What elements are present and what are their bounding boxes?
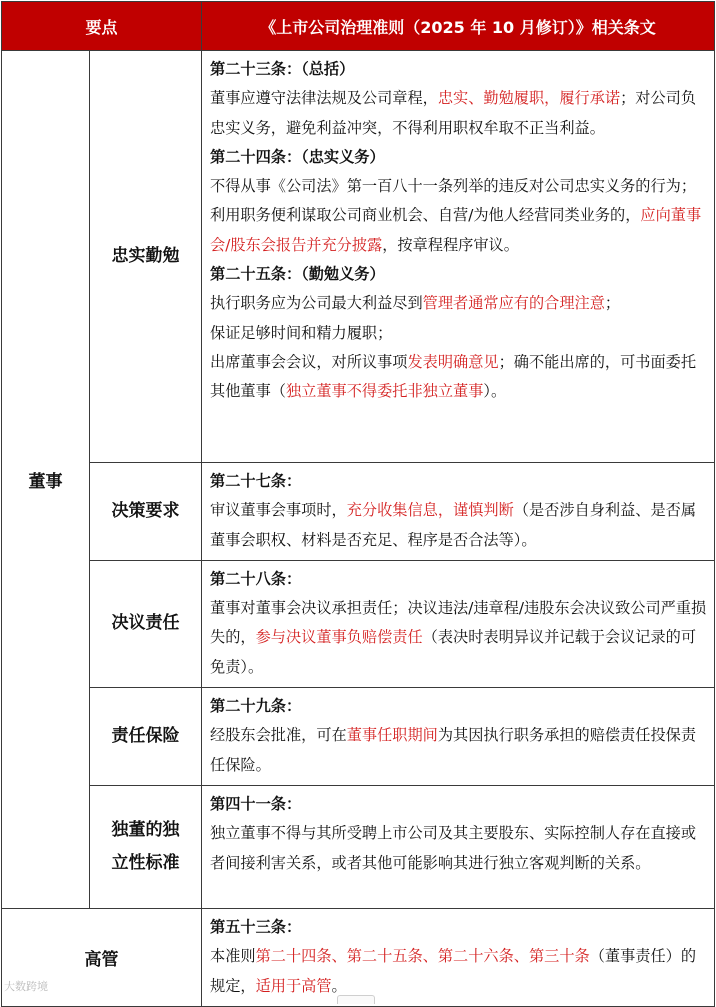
highlight-text: 适用于高管	[255, 976, 332, 995]
subcategory-label: 忠实勤勉	[90, 51, 202, 463]
text-segment: 为其因执行职务承担的赔偿责任投保责任保险。	[210, 726, 697, 774]
watermark-text: 大数跨境	[4, 980, 48, 993]
article-text	[210, 84, 708, 143]
article-text	[210, 201, 708, 260]
article-heading: 第二十三条：（总括）	[210, 60, 355, 78]
text-segment: ，按章程程序审议。	[382, 235, 519, 254]
article-text	[210, 289, 708, 318]
page-indicator[interactable]	[337, 995, 375, 1004]
article-cell	[202, 560, 715, 687]
text-segment: （表决时表明异议并记载于会议记录的可免责）。	[210, 628, 697, 676]
text-segment: 利用职务便利谋取公司商业机会、自营/为他人经营同类业务的，	[210, 206, 641, 225]
article-heading: 第二十七条：	[210, 472, 302, 490]
article-cell	[202, 908, 715, 1006]
category-executives: 高管	[2, 908, 202, 1006]
text-segment: ；确不能出席的，可书面委托其他董事（	[210, 352, 697, 401]
article-text	[210, 721, 708, 780]
article-cell	[202, 51, 715, 463]
subcategory-label	[90, 785, 202, 908]
highlight-text: 管理者通常应有的合理注意	[422, 294, 605, 313]
article-heading: 第四十一条：	[210, 794, 302, 813]
article-heading: 第二十八条：	[210, 569, 302, 588]
article-text	[210, 942, 708, 1001]
text-segment: 董事对董事会决议承担责任；决议违法/违章程/违股东会决议致公司严重损失的，	[210, 599, 707, 647]
header-key-points: 要点	[2, 2, 202, 51]
text-segment: ；对公司负忠实义务，避免利益冲突，不得利用职权牟取不正当利益。	[210, 89, 697, 137]
text-segment: 出席董事会会议，对所议事项	[210, 352, 408, 371]
text-segment: ）。	[483, 382, 507, 401]
governance-table	[1, 1, 715, 1007]
article-text	[210, 496, 708, 555]
text-segment: 独立董事不得与其所受聘上市公司及其主要股东、实际控制人存在直接或者间接利害关系，或者其他可能影响其进行独立客观判断的关系。	[210, 824, 697, 872]
highlight-text: 参与决议董事负赔偿责任	[255, 628, 423, 647]
text-segment: （董事责任）的规定，	[210, 947, 697, 995]
subcategory-label: 决议责任	[90, 560, 202, 687]
header-articles: 《上市公司治理准则（2025 年 10 月修订）》相关条文	[202, 2, 715, 51]
highlight-text: 应向董事会/股东会报告并充分披露	[210, 206, 702, 254]
highlight-text: 充分收集信息，谨慎判断	[346, 501, 514, 520]
article-cell	[202, 463, 715, 561]
subcategory-label-line: 立性标准	[111, 852, 180, 873]
text-segment: 执行职务应为公司最大利益尽到	[210, 294, 423, 313]
article-heading: 第二十五条：（勤勉义务）	[210, 265, 385, 284]
highlight-text: 发表明确意见	[407, 352, 499, 371]
subcategory-label: 责任保险	[90, 688, 202, 786]
article-cell	[202, 688, 715, 786]
text-segment: ；	[604, 294, 621, 313]
text-segment: 审议董事会事项时，	[210, 501, 347, 520]
article-text	[210, 594, 708, 682]
table-body	[2, 51, 715, 1007]
article-cell	[202, 785, 715, 908]
subcategory-label-line: 独董的独	[111, 819, 180, 840]
table-row	[2, 51, 715, 463]
text-segment: 。	[331, 976, 347, 995]
table-row	[2, 688, 715, 786]
article-text	[210, 348, 708, 407]
category-directors: 董事	[2, 51, 90, 909]
table-row	[2, 908, 715, 1006]
highlight-text: 忠实、勤勉履职，履行承诺	[437, 89, 621, 108]
table-row	[2, 463, 715, 561]
text-segment: 不得从事《公司法》第一百八十一条列举的违反对公司忠实义务的行为；	[210, 177, 697, 196]
text-segment: 董事应遵守法律法规及公司章程，	[210, 89, 438, 108]
text-segment: 本准则	[210, 947, 256, 966]
subcategory-label: 决策要求	[90, 463, 202, 561]
highlight-text: 董事任职期间	[346, 726, 438, 745]
highlight-text: 独立董事不得委托非独立董事	[285, 382, 484, 401]
table-row	[2, 785, 715, 908]
text-segment: （是否涉自身利益、是否属董事会职权、材料是否充足、程序是否合法等）。	[210, 501, 697, 549]
text-segment: 保证足够时间和精力履职；	[210, 323, 393, 342]
highlight-text: 第二十四条、第二十五条、第二十六条、第三十条	[255, 947, 590, 966]
table-header-row	[2, 2, 715, 51]
text-segment: 经股东会批准，可在	[210, 726, 347, 745]
article-heading: 第五十三条：	[210, 917, 302, 936]
article-text	[210, 172, 708, 201]
article-heading: 第二十四条：（忠实义务）	[210, 147, 385, 166]
article-heading: 第二十九条：	[210, 697, 302, 716]
article-text	[210, 319, 708, 348]
article-text	[210, 819, 708, 878]
table-row	[2, 560, 715, 687]
